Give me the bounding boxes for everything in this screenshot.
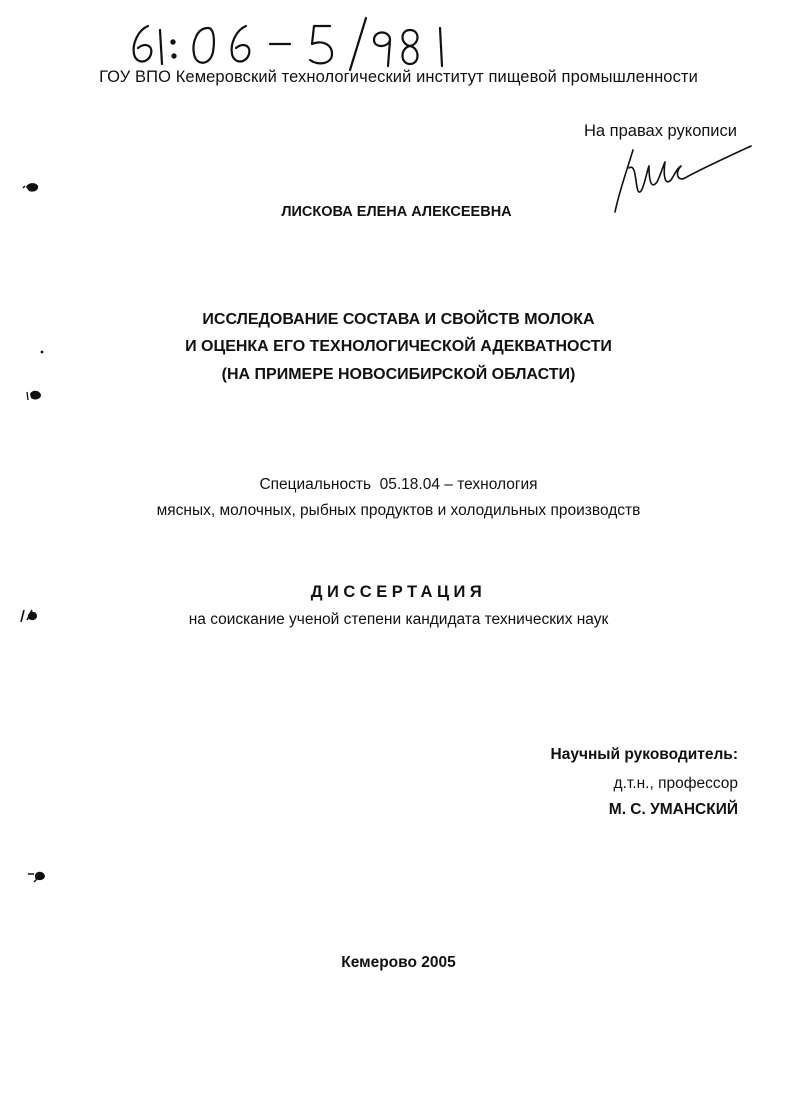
dissertation-title-line-3: (НА ПРИМЕРЕ НОВОСИБИРСКОЙ ОБЛАСТИ) bbox=[221, 366, 576, 383]
specialty-line-2: мясных, молочных, рыбных продуктов и холодильных производств bbox=[156, 502, 641, 519]
dissertation-title-line-1: ИССЛЕДОВАНИЕ СОСТАВА И СВОЙСТВ МОЛОКА bbox=[202, 311, 595, 328]
binding-hole-mark bbox=[26, 866, 50, 886]
advisor-degree: д.т.н., профессор bbox=[613, 775, 738, 792]
scan-speck-mark bbox=[36, 344, 60, 364]
binding-hole-mark bbox=[24, 386, 48, 406]
author-name: ЛИСКОВА ЕЛЕНА АЛЕКСЕЕВНА bbox=[281, 204, 512, 220]
institution-name: ГОУ ВПО Кемеровский технологический институт пищевой промышленности bbox=[99, 68, 698, 86]
binding-hole-mark bbox=[18, 606, 42, 626]
city-and-year: Кемерово 2005 bbox=[341, 954, 456, 971]
handwritten-reference-number bbox=[118, 4, 458, 74]
document-type-heading: ДИССЕРТАЦИЯ bbox=[310, 583, 487, 601]
manuscript-rights-note: На правах рукописи bbox=[584, 122, 737, 140]
specialty-line-1: Специальность 05.18.04 – технология bbox=[259, 476, 538, 493]
dissertation-title-line-2: И ОЦЕНКА ЕГО ТЕХНОЛОГИЧЕСКОЙ АДЕКВАТНОСТИ bbox=[185, 338, 612, 355]
degree-sought: на соискание ученой степени кандидата технических наук bbox=[188, 611, 609, 628]
binding-hole-mark bbox=[22, 178, 46, 198]
advisor-label: Научный руководитель: bbox=[550, 746, 738, 763]
advisor-name: М. С. УМАНСКИЙ bbox=[608, 801, 738, 818]
